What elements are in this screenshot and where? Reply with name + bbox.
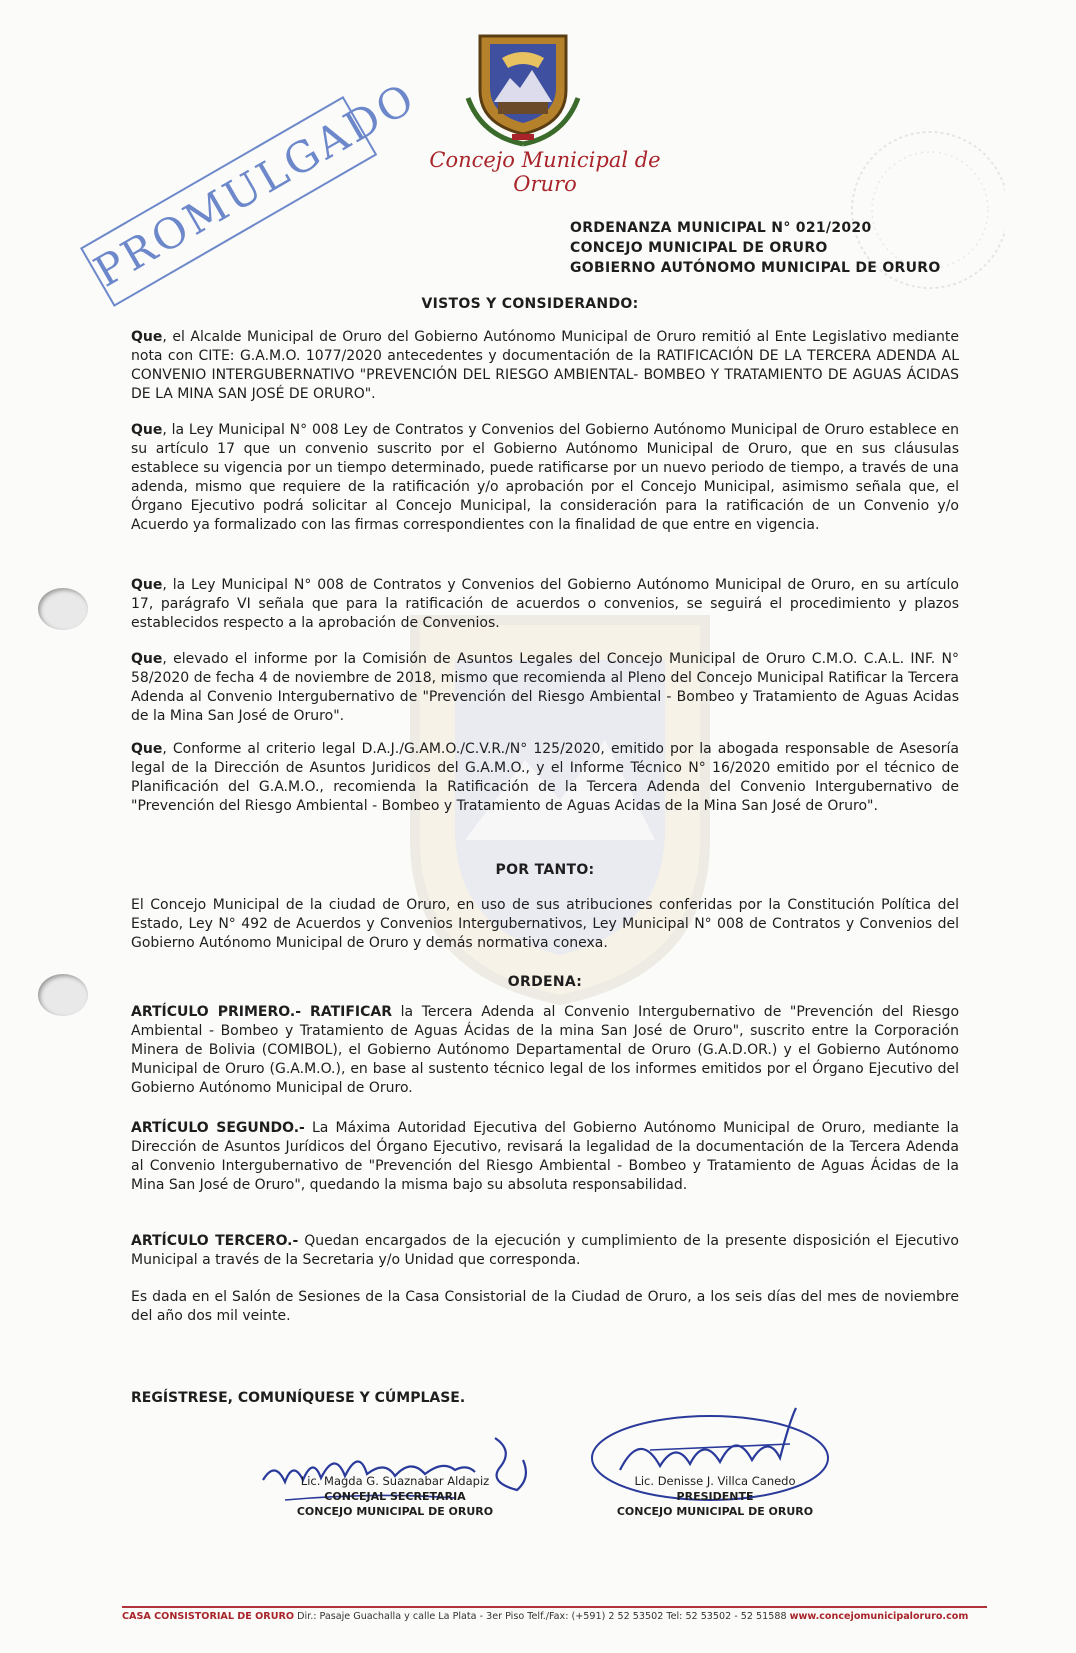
- ordena-title: ORDENA:: [507, 974, 583, 990]
- considerando-2: Que, la Ley Municipal N° 008 Ley de Contratos y Convenios del Gobierno Autónomo Municipal de Oruro establece en su artículo 17 que un convenio suscrito por el Gobierno Autónomo Municipal de Oruro, que en sus cláusulas establece su vigencia por un tiempo determinado, puede ratificarse por un nuevo periodo de tiempo, a través de una adenda, mismo que requiere de la ratificación y/o aprobación por el Concejo Municipal, asimismo señala que, el Órgano Ejecutivo podrá solicitar al Concejo Municipal, la consideración para la ratificación de un Convenio y/o Acuerdo ya formalizado con las firmas correspondientes con la finalidad de que entre en vigencia.: [131, 422, 959, 533]
- ordinance-number: ORDENANZA MUNICIPAL N° 021/2020: [570, 220, 872, 236]
- coat-of-arms-logo: [462, 28, 584, 148]
- considerando-3: Que, la Ley Municipal N° 008 de Contratos y Convenios del Gobierno Autónomo Municipal de Oruro, en su artículo 17, parágrafo VI señala que para la ratificación de acuerdos o convenios, se seguirá el procedimiento y plazos establecidos respecto a la aprobación de Convenios.: [131, 577, 959, 631]
- articulo-segundo: ARTÍCULO SEGUNDO.- La Máxima Autoridad Ejecutiva del Gobierno Autónomo Municipal de Oruro, mediante la Dirección de Asuntos Jurídicos del Órgano Ejecutivo, revisará la legalidad de la documentación de la Tercera Adenda al Convenio Intergubernativo de "Prevención del Riesgo Ambiental - Bombeo y Tratamiento de Aguas Ácidas de la Mina San José de Oruro", quedando la misma bajo su absoluta responsabilidad.: [131, 1120, 959, 1193]
- signatory-left-name: Lic. Magda G. Suaznabar Aldapiz: [300, 1474, 490, 1488]
- government-name: GOBIERNO AUTÓNOMO MUNICIPAL DE ORURO: [570, 260, 941, 276]
- closing-formula: REGÍSTRESE, COMUNÍQUESE Y CÚMPLASE.: [131, 1390, 466, 1406]
- dada-statement: Es dada en el Salón de Sesiones de la Casa Consistorial de la Ciudad de Oruro, a los seis días del mes de noviembre del año dos mil veinte.: [131, 1289, 959, 1324]
- punch-hole: [38, 588, 88, 630]
- articulo-primero: ARTÍCULO PRIMERO.- RATIFICAR la Tercera Adenda al Convenio Intergubernativo de "Prevención del Riesgo Ambiental - Bombeo y Tratamiento de Aguas Ácidas de la mina San José de Oruro", suscrito entre la Corporación Minera de Bolivia (COMIBOL), el Gobierno Autónomo Departamental de Oruro (G.A.D.OR.) y el Gobierno Autónomo Municipal de Oruro (G.A.M.O.), en base al sustento técnico legal de los informes emitidos por el Órgano Ejecutivo del Gobierno Autónomo Municipal de Oruro.: [131, 1004, 960, 1096]
- promulgado-stamp: PROMULGADO: [80, 96, 377, 307]
- footer-website[interactable]: www.concejomunicipaloruro.com: [789, 1611, 969, 1622]
- footer: [122, 1611, 987, 1622]
- por-tanto-title: POR TANTO:: [495, 862, 595, 878]
- signatory-right-org: CONCEJO MUNICIPAL DE ORURO: [616, 1505, 814, 1518]
- signatory-right-name: Lic. Denisse J. Villca Canedo: [634, 1474, 796, 1488]
- signatory-left-role: CONCEJAL SECRETARIA: [324, 1490, 466, 1503]
- signatory-left-org: CONCEJO MUNICIPAL DE ORURO: [296, 1505, 494, 1518]
- signatory-left: [250, 1474, 540, 1519]
- signatory-right: [590, 1474, 840, 1519]
- punch-hole: [38, 974, 88, 1016]
- footer-divider: [122, 1606, 987, 1608]
- articulo-tercero: ARTÍCULO TERCERO.- Quedan encargados de la ejecución y cumplimiento de la presente disposición el Ejecutivo Municipal a través de la Secretaria y/o Unidad que corresponda.: [131, 1233, 959, 1268]
- council-name: CONCEJO MUNICIPAL DE ORURO: [570, 240, 828, 256]
- signatory-right-role: PRESIDENTE: [676, 1490, 754, 1503]
- vistos-title: VISTOS Y CONSIDERANDO:: [421, 296, 639, 312]
- considerando-1: Que, el Alcalde Municipal de Oruro del Gobierno Autónomo Municipal de Oruro remitió al Ente Legislativo mediante nota con CITE: G.A.M.O. 1077/2020 antecedentes y documentación de la RATIFICACIÓN DE LA TERCERA ADENDA AL CONVENIO INTERGUBERNATIVO "PREVENCIÓN DEL RIESGO AMBIENTAL- BOMBEO Y TRATAMIENTO DE AGUAS ÁCIDAS DE LA MINA SAN JOSÉ DE ORURO".: [131, 329, 959, 402]
- council-script-title: Concejo Municipal de Oruro: [429, 148, 661, 196]
- footer-title: CASA CONSISTORIAL DE ORURO: [122, 1611, 295, 1622]
- considerando-5: Que, Conforme al criterio legal D.A.J./G.AM.O./C.V.R./N° 125/2020, emitido por la abogada responsable de Asesoría legal de la Dirección de Asuntos Juridicos del G.A.M.O., y el Informe Técnico N° 16/2020 emitido por el técnico de Planificación del G.A.M.O., recomienda la Ratificación de la Tercera Adenda del Convenio Intergubernativo de "Prevención del Riesgo Ambiental - Bombeo y Tratamiento de Aguas Acidas de la Mina San José de Oruro".: [131, 741, 959, 814]
- considerando-4: Que, elevado el informe por la Comisión de Asuntos Legales del Concejo Municipal de Oruro C.M.O. C.A.L. INF. N° 58/2020 de fecha 4 de noviembre de 2018, mismo que recomienda al Pleno del Concejo Municipal Ratificar la Tercera Adenda al Convenio Intergubernativo de "Prevención del Riesgo Ambiental - Bombeo y Tratamiento de Aguas Acidas de la Mina San José de Oruro".: [131, 651, 959, 724]
- document-header: [570, 218, 990, 278]
- por-tanto-text: El Concejo Municipal de la ciudad de Oruro, en uso de sus atribuciones conferidas por la Constitución Política del Estado, Ley N° 492 de Acuerdos y Convenios Intergubernativos, Ley Municipal N° 008 de Contratos y Convenios del Gobierno Autónomo Municipal de Oruro y demás normativa conexa.: [131, 897, 959, 951]
- footer-address: Dir.: Pasaje Guachalla y calle La Plata - 3er Piso Telf./Fax: (+591) 2 52 53502 Tel: 52 53502 - 52 51588: [294, 1611, 790, 1622]
